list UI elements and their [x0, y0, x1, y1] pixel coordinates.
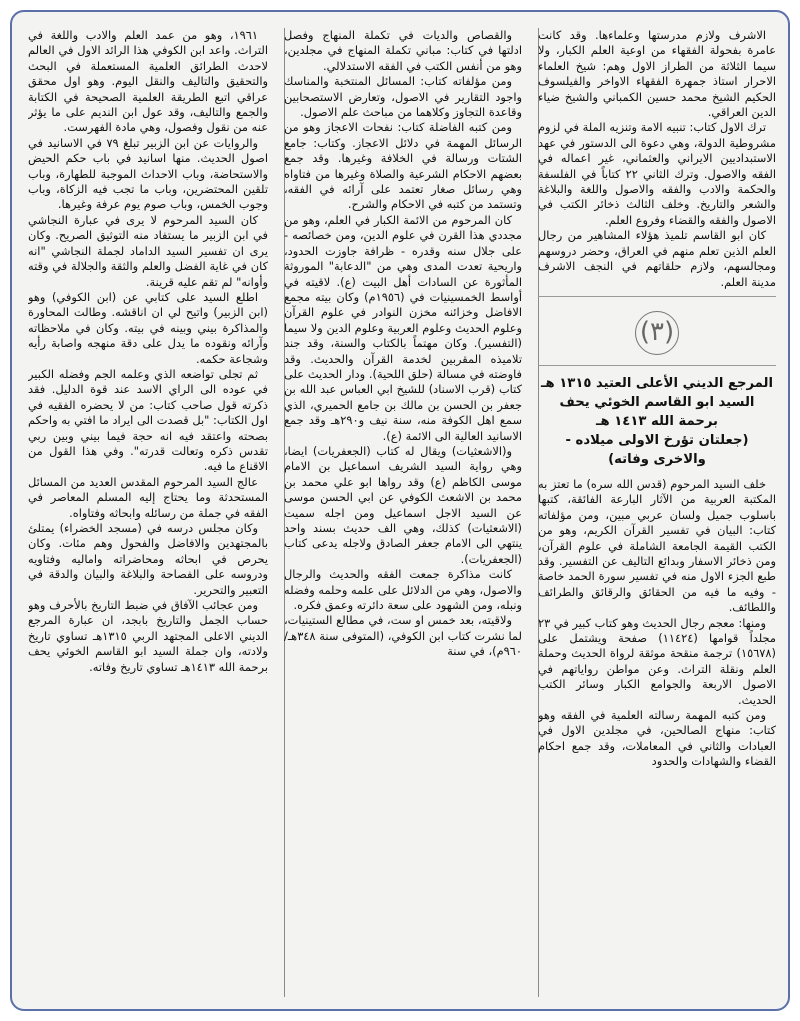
paragraph: ثم تجلى تواضعه الذي وعلمه الجم وفضله الكبير في عوده الى الراي الاسد عند قوة الدليل. فقد ذكرته قول صاحب كتاب: من لا يحضره الفقيه في اول الكتاب: "بل قصدت الى ايراد ما افتي به واحكم بصحته واعتقد فيه انه حجة فيما بيني وبين ربي تقدس ذكره وتعالت قدرته". وفي هذا القول من الاقناع ما فيه.	[28, 366, 268, 474]
headline-line: المرجع الديني الأعلى العتيد ١٣١٥ هـ	[541, 375, 773, 391]
paragraph: كان السيد المرحوم لا يرى في عبارة النجاشي في ابن الزبير ما يستفاد منه التوثيق الصريح. وكان يرى ان تفسير السيد الداماد لجملة النجاشي "انه كان في غاية الفضل والعلم والثقة والجلالة في وقته وأوانه" لم تقم عليه قرينة.	[28, 212, 268, 289]
paragraph: والروايات عن ابن الزبير تبلغ ٧٩ في الاسانيد في اصول الحديث. منها اسانيد في باب حكم الحيض والاستحاضة، وباب الاحداث الموجبة للطهارة، وباب تلقين المحتضرين، وباب ما تجب فيه الزكاة، وباب وجوب الخمس، وباب صوم يوم عرفة وغيرها.	[28, 135, 268, 212]
newspaper-page	[10, 10, 790, 1011]
paragraph: كان ابو القاسم تلميذ هؤلاء المشاهير من رجال العلم الذين تعلم منهم في العراق، وحضر دروسهم ومجالسهم، ولازم حلقاتهم في النجف الاشرف مدينة العلم.	[538, 228, 776, 289]
paragraph: ١٩٦١، وهو من عمد العلم والادب واللغة في التراث. واعد ابن الكوفي هذا الرائد الاول في العالم لاحدث الطرائق العلمية المستعملة في البحث والتحقيق والتاليف والنقل اليوم. وهو اول محقق عراقي اتبع الطريقة العلمية الصحيحة في الكتابة والجمع والتاليف، وقد عول ابن النديم على ما يؤثر عنه من نقول وفصول، وهي مادة الفهرست.	[28, 28, 268, 135]
section-divider	[538, 296, 776, 297]
paragraph: و(الاشعثيات) ويقال له كتاب (الجعفريات) ايضا، وهي رواية السيد الشريف اسماعيل بن الامام موسى الكاظم (ع) وقد رواها ابو علي محمد بن محمد بن الاشعث الكوفي عن ابي الحسن موسى عن السيد الاجل اسماعيل ومن اجله سميت (الاشعثيات) كذلك، وهي الف حديث بسند واحد ينتهي الى الامام جعفر الصادق ولاجله يدعى كتاب (الجعفريات).	[284, 443, 522, 566]
paragraph: والقصاص والديات في تكملة المنهاج وفصل ادلتها في كتاب: مباني تكملة المنهاج في مجلدين، وهو من أنفس الكتب في الفقه الاستدلالي.	[284, 28, 522, 73]
paragraph: وكان مجلس درسه في (مسجد الخضراء) يمتلئ بالمجتهدين والافاضل والفحول وهم مئات. وكان يحرص في ابحاثه ومحاضراته واماليه وفتاويه ودروسه على الفصاحة والبلاغة والبيان والدقة في التعبير والتحرير.	[28, 521, 268, 597]
paragraph: ترك الاول كتاب: تنبيه الامة وتنزيه الملة في لزوم مشروطية الدولة، وهي دعوة الى الدستور في عهد الاستبداديين الايراني والعثماني، غير اعماله في الفقه والاصول. وترك الثاني ٢٢ كتاباً في الفلسفة والحكمة والادب والفقه والاصول واللغة والبلاغة والشعر والتاريخ. وخلف الثالث ذخائر الكتب في الاصول والفقه والقضاء وفروع العلم.	[538, 120, 776, 227]
column-middle	[284, 28, 522, 999]
paragraph: عالج السيد المرحوم المقدس العديد من المسائل المستحدثة وما يحتاج إليه المسلم المعاصر في الفقه في جملة من رسائله وابحاثه وفتاواه.	[28, 474, 268, 520]
paragraph: ومن كتبه الفاضلة كتاب: نفحات الاعجاز وهو من الرسائل المهمة في دلائل الاعجاز. وكتاب: جامع الشتات ورسالة في الخلافة وغيرها. وقد جمع بعضهم الاحكام الشرعية والصلاة وغيرها من فتاواه وهي رسائل صغار تعتمد على آرائه في الفقه، وتستمد من كتبه في الاحكام والشرح.	[284, 120, 522, 212]
paragraph: كانت مذاكرة جمعت الفقه والحديث والرجال والاصول، وهي من الدلائل على علمه وحلمه وفضله ونبله، ومن الشهود على سعة دائرته وعمق فكره.	[284, 567, 522, 613]
paragraph: ومن عجائب الآفاق في ضبط التاريخ بالأحرف وهو حساب الجمل والتاريخ بابجد، ان عبارة المرجع الديني الاعلى المجتهد الربي ١٣١٥هـ تساوي تاريخ ولادته، وان جملة السيد ابو القاسم الخوئي يحف برحمة الله ١٤١٣هـ تساوي تاريخ وفاته.	[28, 598, 268, 674]
headline-line: (جعلتان تؤرخ الاولى ميلاده - والاخرى وفاته)	[565, 432, 749, 467]
paragraph: الاشرف ولازم مدرستها وعلماءها. وقد كانت عامرة بفحولة الفقهاء من اوعية العلم الكبار، ولا سيما الثلاثة من الطراز الاول وهم: شيخ العلماء الاحرار استاذ جمهرة الفقهاء الاواخر والفيلسوف الحكيم الشيخ محمد حسين الكمباني والشيخ ضياء الدين العراقي.	[538, 28, 776, 120]
paragraph: خلف السيد المرحوم (قدس الله سره) ما تعتز به المكتبة العربية من الآثار البارعة الفائقة، كتبها باسلوب جميل ولسان عربي مبين، ومن مؤلفاته كتاب: البيان في تفسير القرآن الكريم، وهو من الكتب القيمة الجامعة الشاملة في علوم القرآن، ومن ذخائر الاسفار وبدائع التاليف عن التفسير. وقد طبع الجزء الاول منه في تفسير سورة الحمد خاصة - وفيه ما فيه من الحقائق والرقائق والطرائف واللطائف.	[538, 476, 776, 615]
paragraph: اطلع السيد على كتابي عن (ابن الكوفي) وهو (ابن الزبير) واتيح لي ان اناقشه. وطالت المحاورة والمذاكرة بيني وبينه في بيته. وكان في ملاحظاته وآرائه ونقوده ما يدل على دقة منهجه واصابة رأيه وشجاعة حكمه.	[28, 289, 268, 366]
paragraph: ومن كتبه المهمة رسالته العلمية في الفقه وهو كتاب: منهاج الصالحين، في مجلدين الاول في العبادات والثاني في المعاملات، وقد جمع احكام القضاء والشهادات والحدود	[538, 708, 776, 769]
column-left	[28, 28, 268, 999]
paragraph: ولاقيته، بعد خمس او ست، في مطالع الستينيات، لما نشرت كتاب ابن الكوفي، (المتوفى سنة ٣٤٨هـ/٩٦٠م)، في سنة	[284, 613, 522, 659]
paragraph: ومنها: معجم رجال الحديث وهو كتاب كبير في ٢٣ مجلداً قوامها (١١٤٢٤) صفحة ويشتمل على (١٥٦٧٨) ترجمة منقحة موثقة لرواة الحديث وحملة العلم ونقلة التراث. وعن مواطن رواياتهم في الاصول الاربعة والجوامع الكبار وسائر الكتب الحديث.	[538, 615, 776, 707]
headline-line: السيد ابو القاسم الخوئي يحف برحمة الله ١٤١٣ هـ	[559, 394, 755, 429]
paragraph: ومن مؤلفاته كتاب: المسائل المنتخبة والمناسك واجود التقارير في الاصول، وتعارض الاستصحابين وقاعدة التجاوز وكلاهما من مباحث علم الاصول.	[284, 74, 522, 120]
section-divider	[538, 365, 776, 366]
headline	[538, 374, 776, 469]
paragraph: كان المرحوم من الائمة الكبار في العلم، وهو من مجددي هذا القرن في علوم الدين، ومن خصائصه - على جلال سنه وقدره - ظرافة جاوزت الحدود، واريحية تعدت المدى وهي من "الدعابة" الموروثة المأثورة عن السادات أهل البيت (ع). لاقيته في أواسط الخمسينيات في (١٩٥٦م) وكان بيته مجمع الافاضل وخزائنه مخزن النوادر في علوم القرآن وعلوم الحديث وعلوم العربية وعلوم الدين ولا سيما (التفسير). وكان مهتماً بالكتاب والسنة، وقد جند تلاميذه المقربين لخدمة القرآن والحديث. وقد فاوضته في مسالة (حلق اللحية). ودار الحديث على كتاب (قرب الاسناد) للشيخ ابي العباس عبد الله بن جعفر بن الحسن بن مالك بن جامع الحميري، الذي سمع اهل الكوفة منه، سنة نيف و٢٩٠هـ وقد جمع الاسانيد العالية الى الائمة (ع).	[284, 212, 522, 443]
column-right	[538, 28, 776, 999]
page-number: (٣)	[538, 311, 776, 355]
